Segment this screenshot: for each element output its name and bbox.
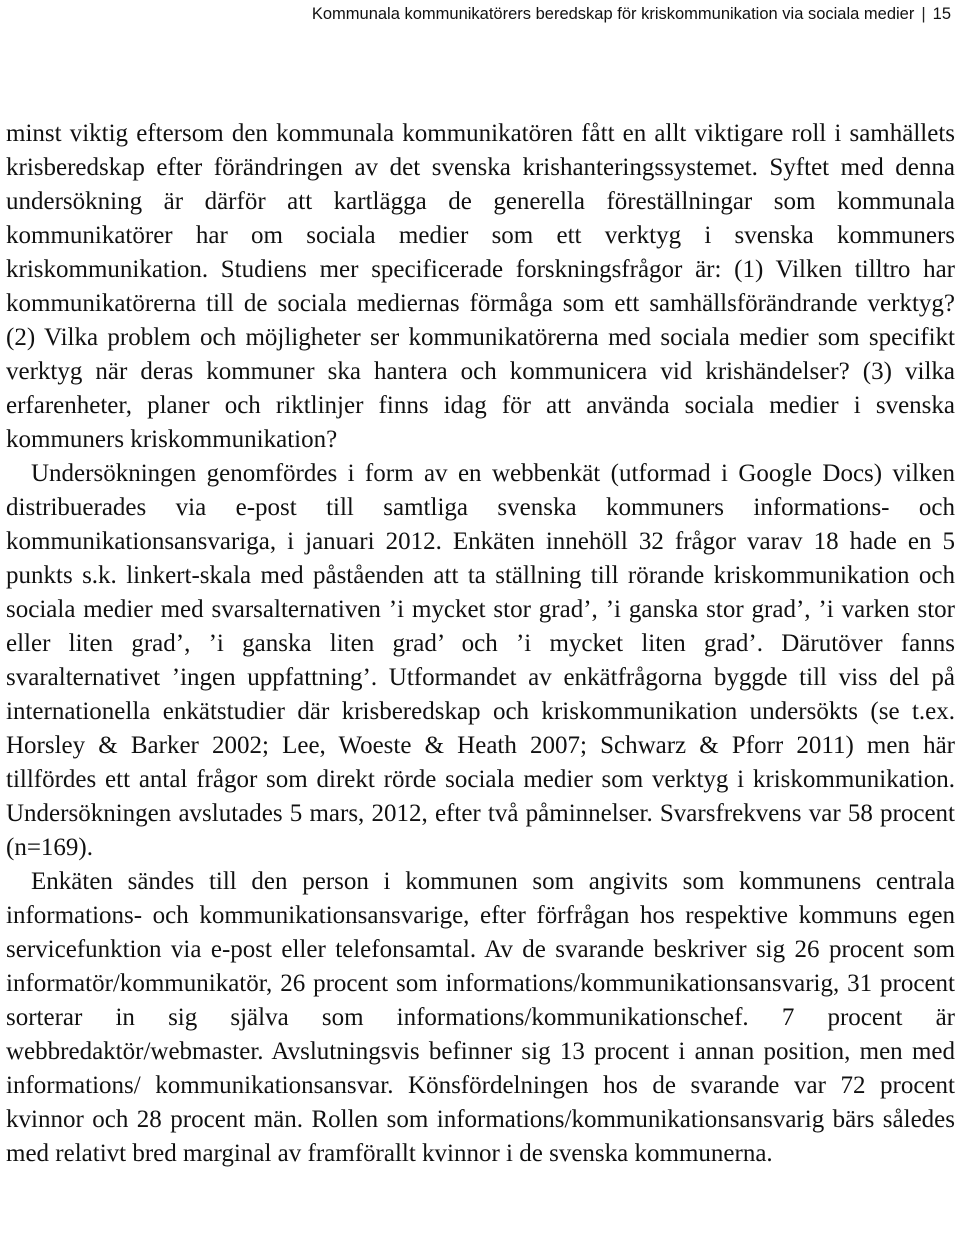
paragraph-respondents: Enkäten sändes till den person i kommunen som angivits som kommunens centrala informations- och kommunikationsansvarige, efter förfrågan hos respektive kommuns egen servicefunktion via e-post eller telefonsamtal. Av de svarande beskriver sig 26 procent som informatör/kommunikatör, 26 procent som informations/kommunikationsansvarig, 31 procent sorterar in sig själva som informations/kommunikationschef. 7 procent är webbredaktör/webmaster. Avslutningsvis befinner sig 13 procent i annan position, men med informations/ kommunikationsansvar. Könsfördelningen hos de svarande var 72 procent kvinnor och 28 procent män. Rollen som informations/kommunikationsansvarig bärs således med relativt bred marginal av framförallt kvinnor i de svenska kommunerna. (6, 868, 955, 1167)
paragraph-research-questions: minst viktig eftersom den kommunala kommunikatören fått en allt viktigare roll i samhällets krisberedskap efter förändringen av det svenska krishanteringssystemet. Syftet med denna undersökning är därför att kartlägga de generella föreställningar som kommunala kommunikatörer har om sociala medier som ett verktyg i svenska kommuners kriskommunikation. Studiens mer specificerade forskningsfrågor är: (1) Vilken tilltro har kommunikatörerna till de sociala mediernas förmåga som ett samhällsförändrande verktyg? (2) Vilka problem och möjligheter ser kommunikatörerna med sociala medier som specifikt verktyg när deras kommuner ska hantera och kommunicera vid krishändelser? (3) vilka erfarenheter, planer och riktlinjer finns idag för att använda sociala medier i svenska kommuners kriskommunikation? (6, 120, 955, 453)
running-title: Kommunala kommunikatörers beredskap för kriskommunikation via sociala medier (311, 5, 915, 23)
paragraph-method: Undersökningen genomfördes i form av en webbenkät (utformad i Google Docs) vilken distribuerades via e-post till samtliga svenska kommuners informations- och kommunikationsansvariga, i januari 2012. Enkäten innehöll 32 frågor varav 18 hade en 5 punkts s.k. linkert-skala med påståenden att ta ställning till rörande kriskommunikation och sociala medier med svarsalternativen ’i mycket stor grad’, ’i ganska stor grad’, ’i varken stor eller liten grad’, ’i ganska liten grad’ och ’i mycket liten grad’. Därutöver fanns svaralternativet ’ingen uppfattning’. Utformandet av enkätfrågorna byggde till viss del på internationella enkätstudier där krisberedskap och kriskommunikation undersökts (se t.ex. Horsley & Barker 2002; Lee, Woeste & Heath 2007; Schwarz & Pforr 2011) men här tillfördes ett antal frågor som direkt rörde sociala medier som verktyg i kriskommunikation. Undersökningen avslutades 5 mars, 2012, efter två påminnelser. Svarsfrekvens var 58 procent (n=169). (6, 460, 955, 861)
header-separator: | (921, 5, 926, 23)
page-number: 15 (932, 5, 951, 23)
body-text (6, 117, 955, 1171)
running-header (0, 4, 951, 24)
